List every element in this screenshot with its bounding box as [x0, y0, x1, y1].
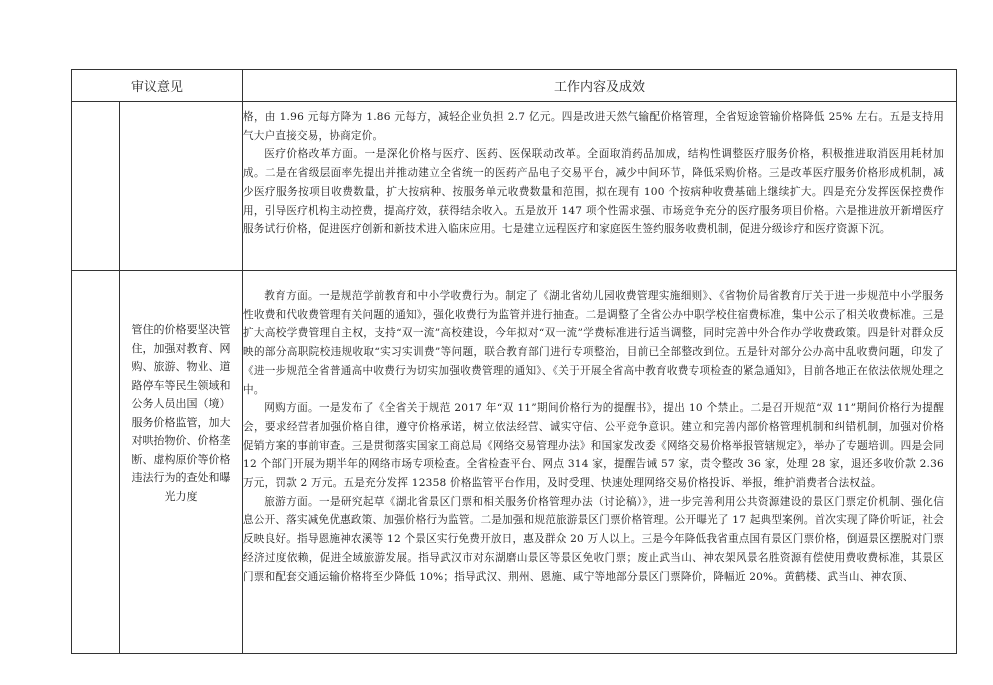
row1-paragraph: 格，由 1.96 元每方降为 1.86 元每方，减轻企业负担 2.7 亿元。四是改进天然气输配价格管理，全省短途管输价格降低 25% 左右。五是支持用气大户直接交易，协商定价。 — [243, 111, 944, 142]
row2-review-opinion: 管住的价格要坚决管住，加强对教育、网购、旅游、物业、道路停车等民生领域和公务人员出国（境）服务价格监管，加大对哄抬物价、价格垄断、虚构原价等价格违法行为的查处和曝光力度 — [131, 323, 231, 503]
row1-paragraph: 医疗价格改革方面。一是深化价格与医疗、医药、医保联动改革。全面取消药品加成，结构性调整医疗服务价格，积极推进取消医用耗材加成。二是在省级层面率先提出并推动建立全省统一的医药产品电子交易平台，减少中间环节，降低采购价格。三是改革医疗服务价格形成机制，减少医疗服务按项目收费数量，扩大按病种、按服务单元收费数量和范围，拟在现有 100 个按病种收费基础上继续扩大。四是充分发挥医保控费作用，引导医疗机构主动控费，提高疗效，获得结余收入。五是放开 147 项个性需求强、市场竞争充分的医疗服务项目价格。六是推进放开新增医疗服务试行价格，促进医疗创新和新技术进入临床应用。七是建立远程医疗和家庭医生签约服务收费机制，促进分级诊疗和医疗资源下沉。 — [243, 148, 944, 236]
review-table — [71, 69, 957, 654]
header-work-content: 工作内容及成效 — [553, 80, 645, 95]
row-divider — [72, 270, 956, 271]
header-review-opinion: 审议意见 — [72, 70, 243, 101]
table-header — [72, 70, 956, 102]
row2-paragraph: 网购方面。一是发布了《全省关于规范 2017 年“双 11”期间价格行为的提醒书》，提出 10 个禁止。二是召开规范“双 11”期间价格行为提醒会，要求经营者加强价格自律，遵守价格承诺，树立依法经营、诚实守信、公平竞争意识。建立和完善内部价格管理机制和纠错机制，加强对价格促销方案的事前审查。三是贯彻落实国家工商总局《网络交易管理办法》和国家发改委《网络交易价格举报管辖规定》，举办了专题培训。四是会同 12 个部门开展为期半年的网络市场专项检查。全省检查平台、网点 314 家，提醒告诫 57 家，责令整改 36 家，处理 28 家，退还多收价款 2.36 万元，罚款 2 万元。五是充分发挥 12358 价格监管平台作用，及时受理、快速处理网络交易价格投诉、举报，维护消费者合法权益。 — [243, 402, 944, 490]
row2-paragraph: 教育方面。一是规范学前教育和中小学收费行为。制定了《湖北省幼儿园收费管理实施细则》、《省物价局省教育厅关于进一步规范中小学服务性收费和代收费管理有关问题的通知》，强化收费行为监管并进行抽查。二是调整了全省公办中职学校住宿费标准，集中公示了相关收费标准。三是扩大高校学费管理自主权，支持“双一流”高校建设，今年拟对“双一流”学费标准进行适当调整，同时完善中外合作办学收费政策。四是针对群众反映的部分高职院校违规收取“实习实训费”等问题，联合教育部门进行专项整治，目前已全部整改到位。五是针对部分公办高中乱收费问题，印发了《进一步规范全省普通高中收费行为切实加强收费管理的通知》、《关于开展全省高中教育收费专项检查的紧急通知》，目前各地正在依法依规处理之中。 — [243, 290, 944, 396]
row2-work-content — [243, 287, 956, 586]
row2-paragraph: 旅游方面。一是研究起草《湖北省景区门票和相关服务价格管理办法（讨论稿）》，进一步完善利用公共资源建设的景区门票定价机制、强化信息公开、落实减免优惠政策、加强价格行为监管。二是加强和规范旅游景区门票价格管理。公开曝光了 17 起典型案例。首次实现了降价听证，社会反映良好。指导恩施神农溪等 12 个景区实行免费开放日，惠及群众 20 万人以上。三是今年降低我省重点国有景区门票价格，倒逼景区摆脱对门票经济过度依赖，促进全域旅游发展。指导武汉市对东湖磨山景区等景区免收门票；废止武当山、神农架风景名胜资源有偿使用费收费标准，其景区门票和配套交通运输价格将至少降低 10%；指导武汉、荆州、恩施、咸宁等地部分景区门票降价，降幅近 20%。黄鹤楼、武当山、神农顶、 — [243, 495, 945, 583]
row1-work-content — [243, 108, 956, 239]
